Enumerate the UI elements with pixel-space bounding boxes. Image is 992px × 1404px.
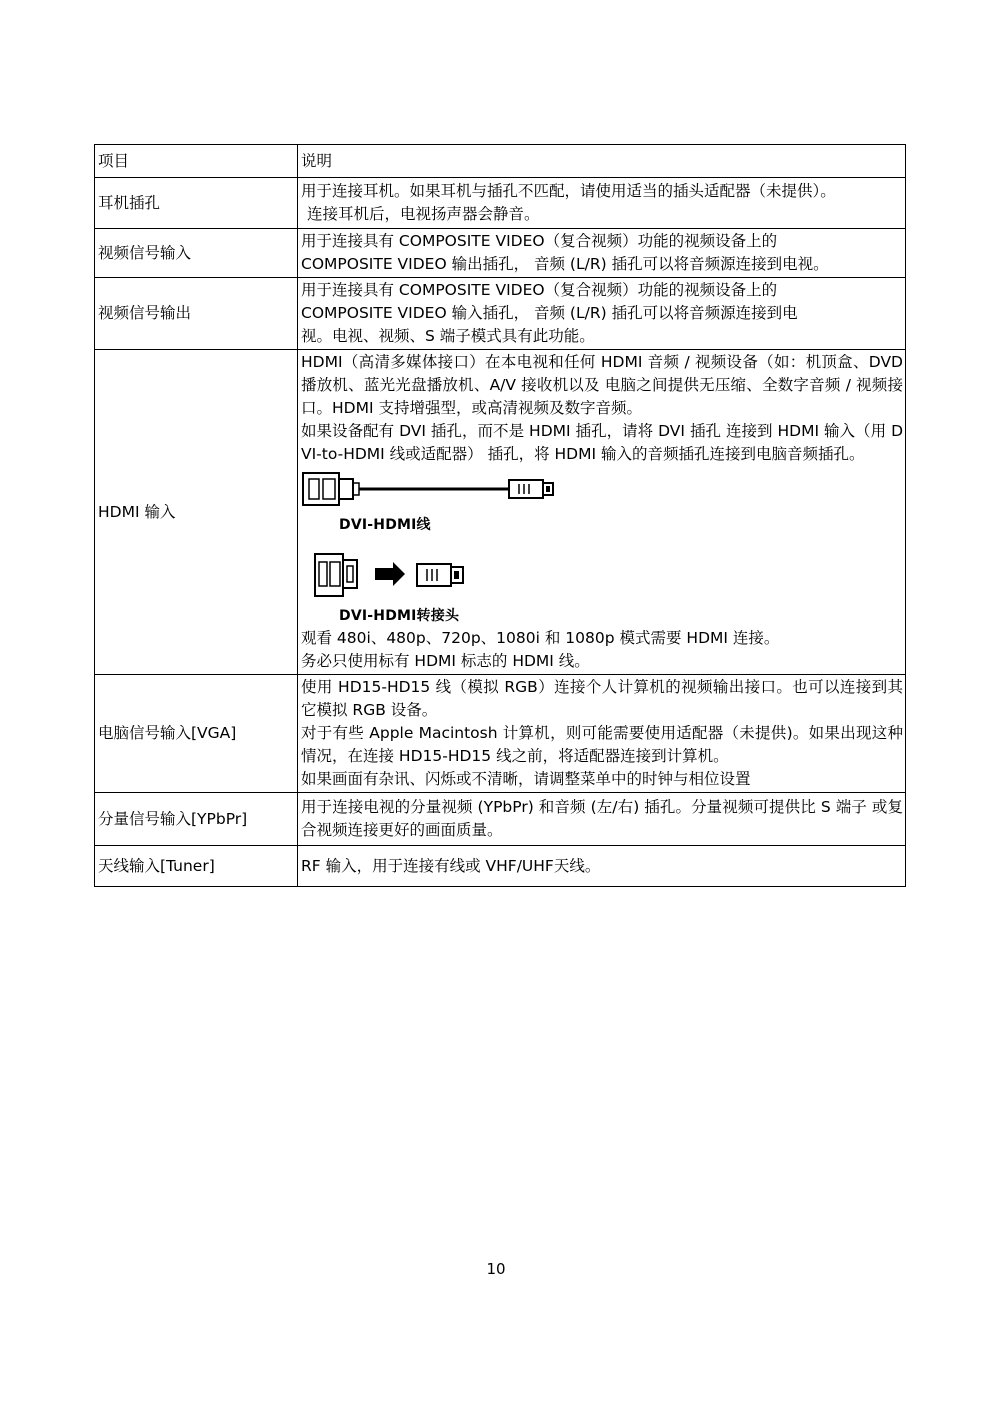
row-desc: [298, 846, 906, 887]
row-label: 视频信号输出: [95, 278, 298, 350]
row-desc: [298, 229, 906, 278]
desc-paragraph: 对于有些 Apple Macintosh 计算机，则可能需要使用适配器（未提供)。如果出现这种情况，在连接 HD15-HD15 线之前，将适配器连接到计算机。: [301, 724, 903, 765]
table-row: [95, 793, 906, 846]
table-row: [95, 675, 906, 793]
desc-paragraph: 如果画面有杂讯、闪烁或不清晰，请调整菜单中的时钟与相位设置: [301, 770, 751, 788]
desc-paragraph: HDMI（高清多媒体接口）在本电视和任何 HDMI 音频 / 视频设备（如：机顶盒、DVD 播放机、蓝光光盘播放机、A/V 接收机以及 电脑之间提供无压缩、全数字音频 / 视频接口。HDMI 支持增强型，或高清视频及数字音频。: [301, 353, 903, 417]
row-label: 视频信号输入: [95, 229, 298, 278]
row-label: 电脑信号输入[VGA]: [95, 675, 298, 793]
row-desc: [298, 793, 906, 846]
dvi-hdmi-cable-figure: [301, 469, 903, 534]
table-header-row: [95, 145, 906, 178]
desc-line: COMPOSITE VIDEO 输入插孔， 音频 (L/R) 插孔可以将音频源连接到电: [301, 304, 798, 322]
adapter-caption: DVI-HDMI转接头: [339, 608, 460, 624]
row-label: HDMI 输入: [95, 350, 298, 675]
table-row: [95, 278, 906, 350]
page-number: 10: [486, 1260, 506, 1278]
row-desc: [298, 675, 906, 793]
desc-line: COMPOSITE VIDEO 输出插孔， 音频 (L/R) 插孔可以将音频源连接到电视。: [301, 255, 829, 273]
cable-caption: DVI-HDMI线: [339, 517, 431, 533]
table-row: [95, 846, 906, 887]
dvi-hdmi-adapter-icon: [301, 552, 501, 600]
desc-paragraph: 如果设备配有 DVI 插孔，而不是 HDMI 插孔，请将 DVI 插孔 连接到 HDMI 输入（用 DVI-to-HDMI 线或适配器） 插孔，将 HDMI 输入的音频插孔连接到电脑音频插孔。: [301, 422, 903, 463]
row-desc: [298, 350, 906, 675]
desc-line: 用于连接具有 COMPOSITE VIDEO（复合视频）功能的视频设备上的: [301, 232, 778, 250]
desc-paragraph: RF 输入，用于连接有线或 VHF/UHF天线。: [301, 856, 601, 875]
desc-line: 用于连接耳机。如果耳机与插孔不匹配，请使用适当的插头适配器（未提供）。: [301, 182, 836, 200]
desc-line: 用于连接具有 COMPOSITE VIDEO（复合视频）功能的视频设备上的: [301, 281, 778, 299]
desc-paragraph: 用于连接电视的分量视频 (YPbPr) 和音频 (左/右) 插孔。分量视频可提供比 S 端子 或复合视频连接更好的画面质量。: [301, 798, 903, 839]
desc-line: 连接耳机后，电视扬声器会静音。: [307, 205, 540, 223]
row-label: 分量信号输入[YPbPr]: [95, 793, 298, 846]
desc-line: 视。电视、视频、S 端子模式具有此功能。: [301, 327, 595, 345]
connector-table: [94, 144, 906, 887]
header-desc: 说明: [298, 145, 906, 178]
row-label: 天线输入[Tuner]: [95, 846, 298, 887]
row-label: 耳机插孔: [95, 178, 298, 229]
table-row: [95, 178, 906, 229]
row-desc: [298, 178, 906, 229]
dvi-hdmi-adapter-figure: [301, 552, 903, 625]
dvi-hdmi-cable-icon: [301, 469, 561, 509]
desc-paragraph: 使用 HD15-HD15 线（模拟 RGB）连接个人计算机的视频输出接口。也可以连接到其它模拟 RGB 设备。: [301, 678, 903, 719]
table-row: [95, 350, 906, 675]
desc-line: 务必只使用标有 HDMI 标志的 HDMI 线。: [301, 652, 590, 670]
row-desc: [298, 278, 906, 350]
desc-line: 观看 480i、480p、720p、1080i 和 1080p 模式需要 HDMI 连接。: [301, 629, 780, 647]
table-row: [95, 229, 906, 278]
header-item: 项目: [95, 145, 298, 178]
